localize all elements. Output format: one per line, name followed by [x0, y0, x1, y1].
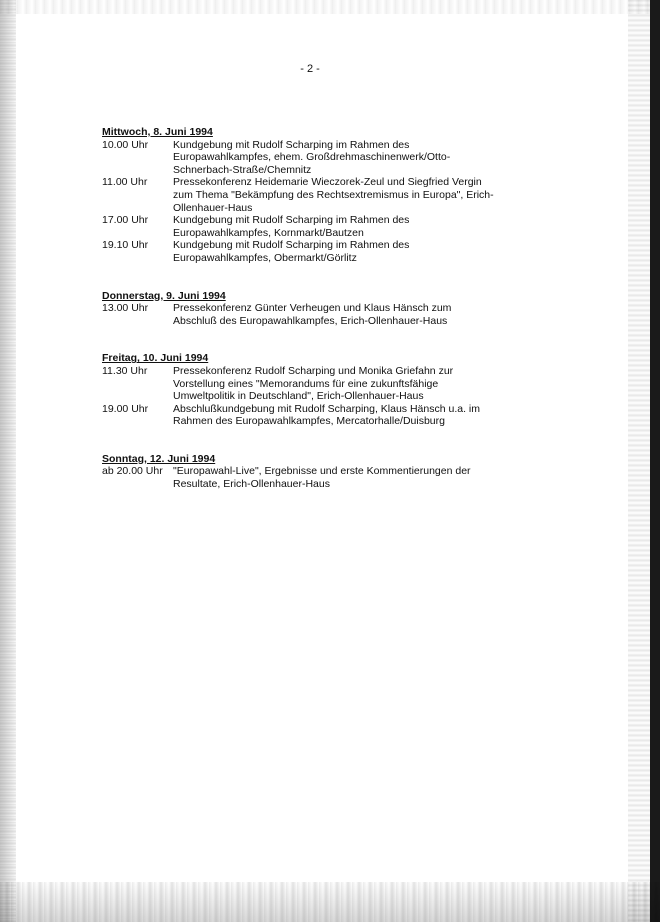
schedule-section [102, 290, 542, 328]
entry-text: Pressekonferenz Rudolf Scharping und Monika Griefahn zur Vorstellung eines "Memorandums für eine zukunftsfähige Umweltpolitik in Deutschland", Erich-Ollenhauer-Haus [173, 364, 454, 403]
scan-edge-left [0, 0, 16, 922]
section-heading: Sonntag, 12. Juni 1994 [102, 452, 216, 465]
schedule-entry [102, 239, 542, 264]
entry-time: 11.30 Uhr [102, 364, 148, 377]
entry-text: Pressekonferenz Günter Verheugen und Klaus Hänsch zum Abschluß des Europawahlkampfes, Erich-Ollenhauer-Haus [173, 302, 452, 327]
section-heading: Donnerstag, 9. Juni 1994 [102, 289, 226, 302]
entry-text: "Europawahl-Live", Ergebnisse und erste Kommentierungen der Resultate, Erich-Ollenhauer-Haus [173, 465, 471, 491]
section-heading: Mittwoch, 8. Juni 1994 [102, 126, 213, 138]
entry-text: Kundgebung mit Rudolf Scharping im Rahmen des Europawahlkampfes, Kornmarkt/Bautzen [173, 214, 410, 239]
schedule-entry [102, 139, 542, 177]
schedule-entry [102, 176, 542, 214]
schedule-entry [102, 365, 542, 403]
schedule-section [102, 453, 542, 491]
schedule-section [102, 352, 542, 428]
scan-edge-right-noise [628, 0, 650, 922]
entry-text: Pressekonferenz Heidemarie Wieczorek-Zeul und Siegfried Vergin zum Thema "Bekämpfung des Rechtsextremismus in Europa", Erich- Ollenhauer-Haus [173, 176, 494, 214]
entry-time: 11.00 Uhr [102, 176, 148, 189]
entry-time: 19.10 Uhr [102, 239, 149, 252]
schedule-entry [102, 302, 542, 327]
schedule-entry [102, 403, 542, 428]
scan-edge-bottom [0, 882, 660, 922]
entry-time: 10.00 Uhr [102, 138, 149, 151]
schedule-entry [102, 214, 542, 239]
entry-text: Kundgebung mit Rudolf Scharping im Rahmen des Europawahlkampfes, ehem. Großdrehmaschinenwerk/Otto- Schnerbach-Straße/Chemnitz [173, 138, 451, 176]
schedule-entry [102, 465, 542, 490]
scan-edge-right [650, 0, 660, 922]
scan-edge-top [0, 0, 660, 14]
entry-text: Abschlußkundgebung mit Rudolf Scharping, Klaus Hänsch u.a. im Rahmen des Europawahlkampfes, Mercatorhalle/Duisburg [173, 402, 481, 428]
entry-time: 17.00 Uhr [102, 214, 149, 227]
section-heading: Freitag, 10. Juni 1994 [102, 352, 209, 365]
entry-text: Kundgebung mit Rudolf Scharping im Rahmen des Europawahlkampfes, Obermarkt/Görlitz [173, 239, 410, 264]
entry-time: 13.00 Uhr [102, 302, 149, 315]
entry-time: ab 20.00 Uhr [102, 465, 163, 478]
schedule [102, 126, 542, 516]
schedule-section [102, 126, 542, 265]
entry-time: 19.00 Uhr [102, 402, 149, 415]
page-number: - 2 - [300, 63, 320, 75]
